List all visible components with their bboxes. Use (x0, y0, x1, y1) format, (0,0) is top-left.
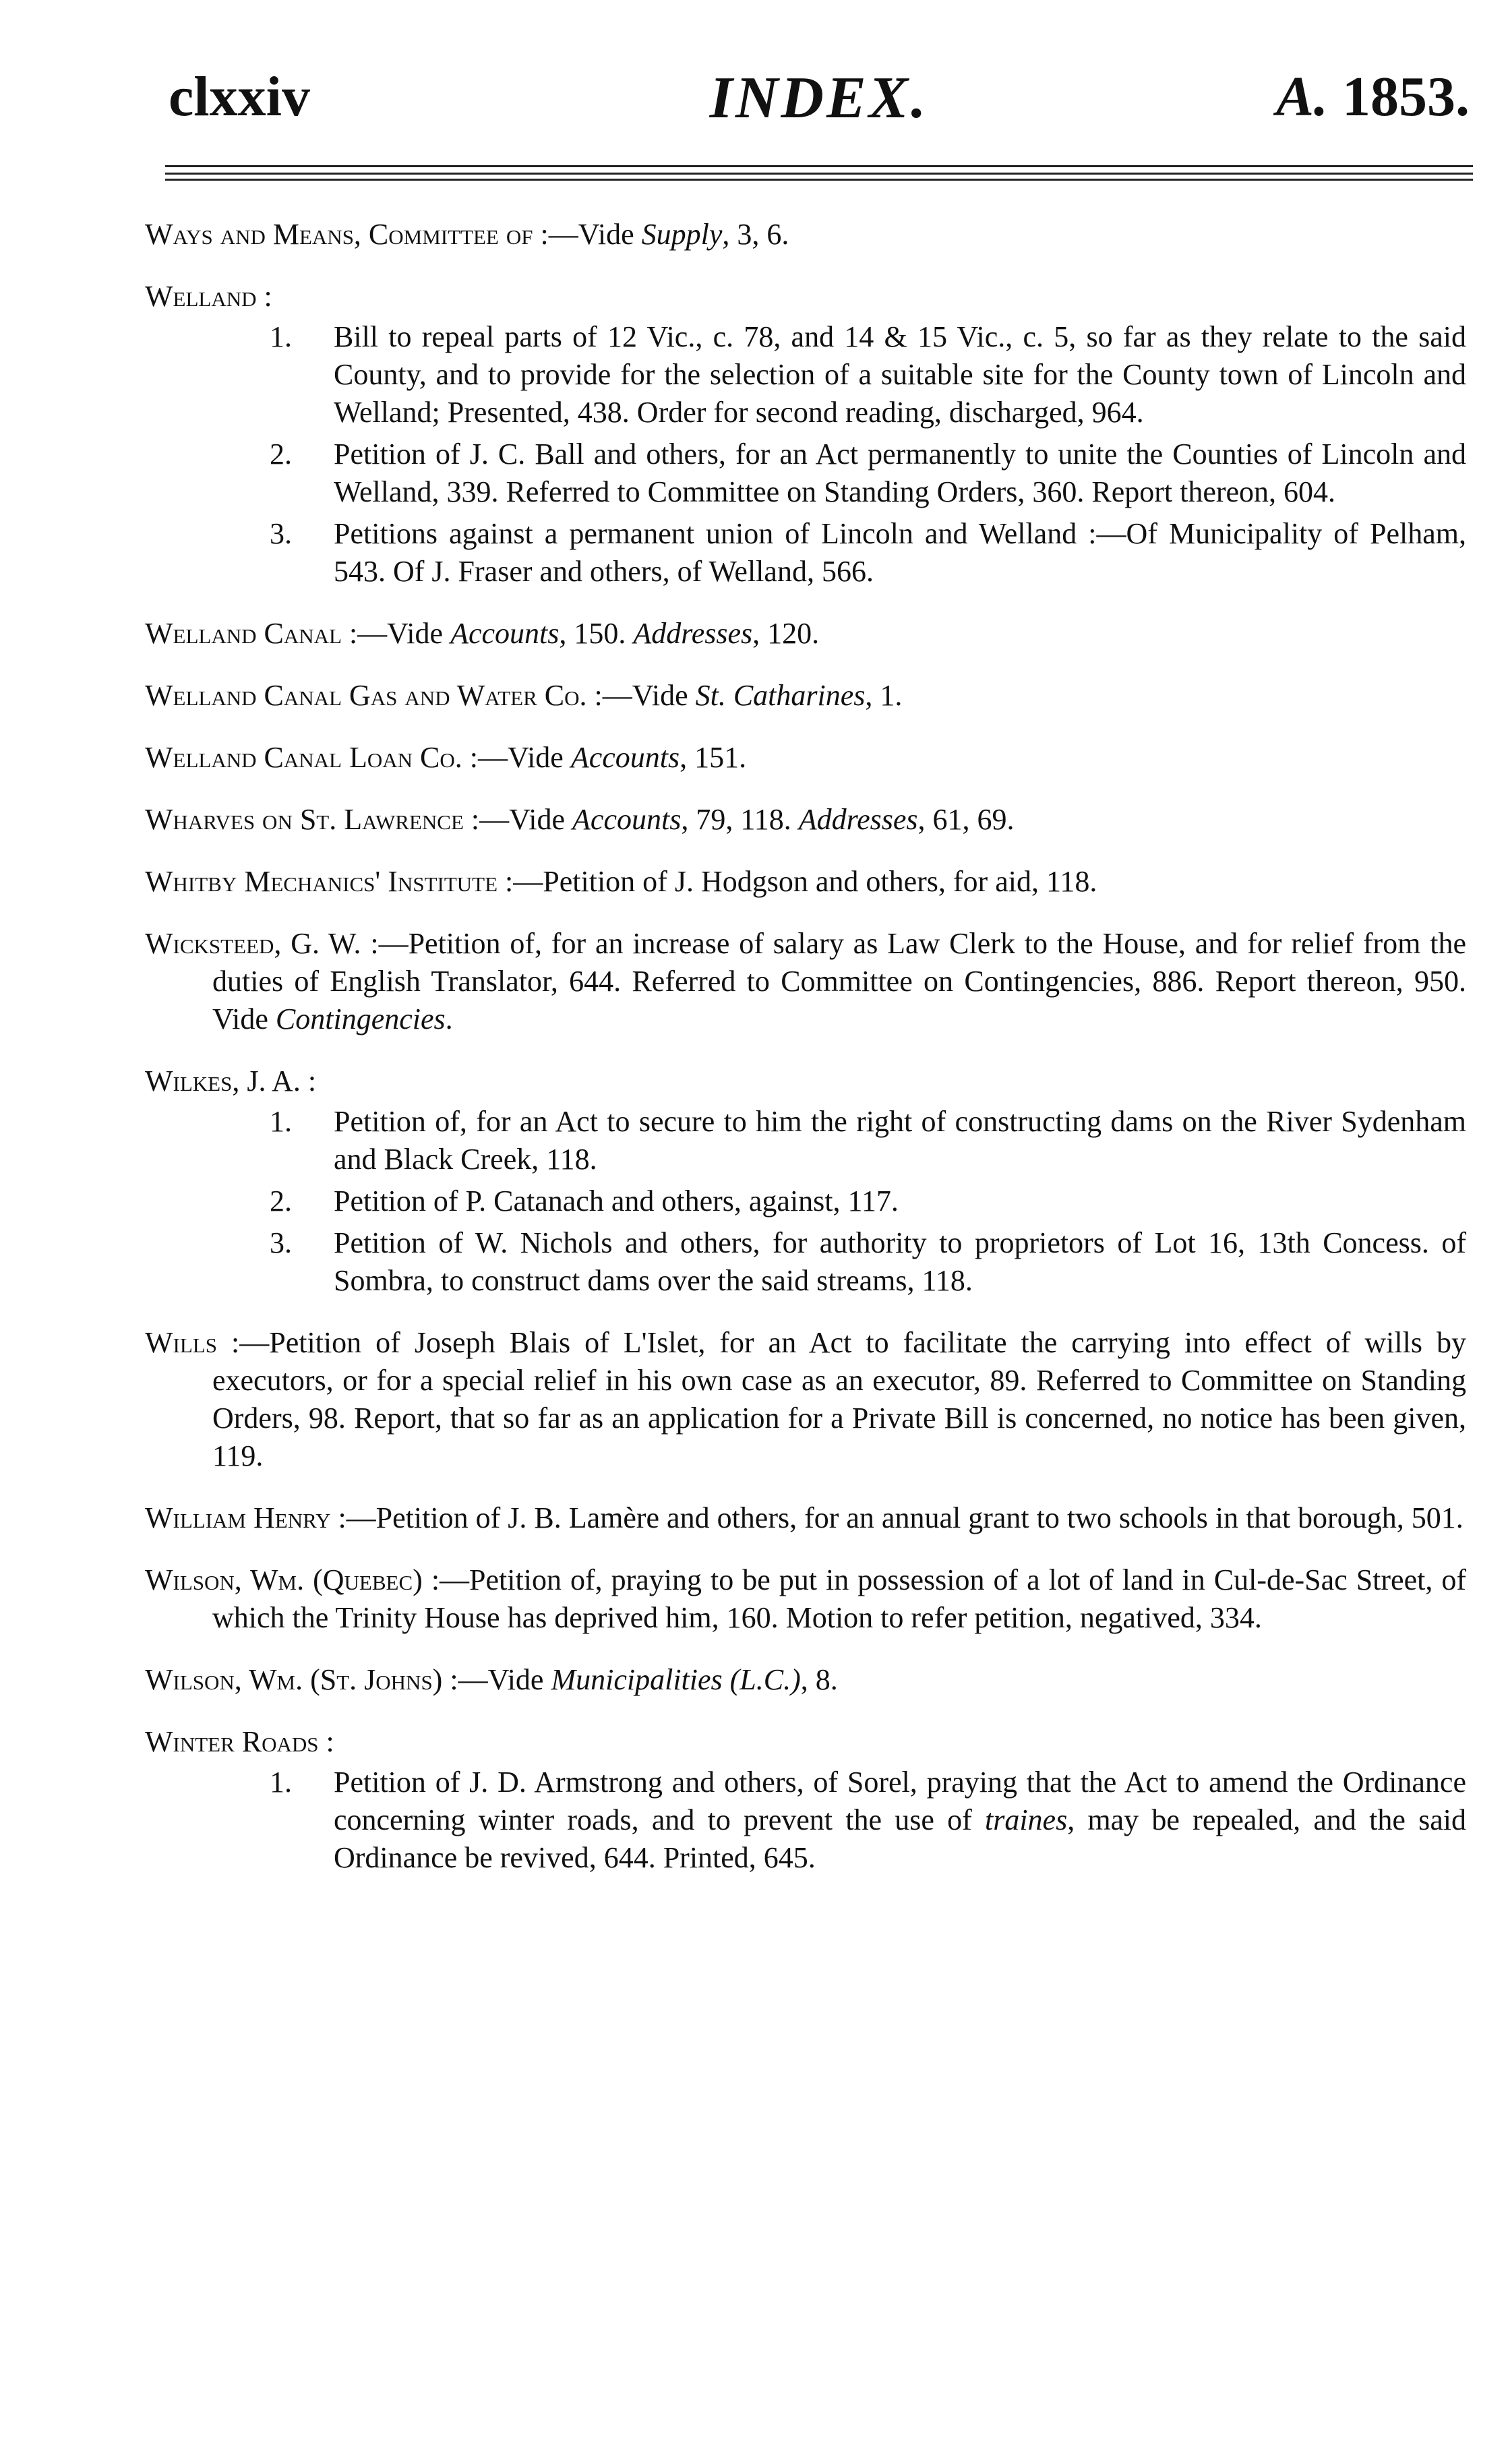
entry-whitby (145, 863, 1466, 901)
entry-heading: Welland Canal (145, 617, 342, 650)
entry-heading: Wilson, Wm. (Quebec) (145, 1563, 423, 1596)
entry-heading: William Henry (145, 1501, 331, 1534)
page-title: INDEX. (709, 65, 929, 131)
item-text: Bill to repeal parts of 12 Vic., c. 78, and 14 & 15 Vic., c. 5, so far as they relate to the said County, and to provide for the selection of a suitable site for the County town of Lincoln and Welland; Presented, 438. Order for second reading, discharged, 964. (334, 320, 1466, 429)
entry-wilkes (145, 1062, 1466, 1300)
entry-separator: :—Vide (533, 218, 642, 251)
header-rule-top (165, 165, 1473, 167)
entry-winter-roads (145, 1723, 1466, 1877)
entry-heading: Welland (145, 280, 257, 313)
entry-heading: Whitby Mechanics' Institute (145, 865, 498, 898)
header-rule-middle (165, 173, 1473, 175)
cross-reference: traines (984, 1803, 1068, 1836)
entry-pages: , 151. (680, 741, 747, 774)
entry-pages: , 8. (800, 1663, 838, 1696)
entry-pages: , 1. (865, 679, 903, 712)
entry-welland-canal (145, 615, 1466, 653)
entry-wicksteed (145, 925, 1466, 1038)
entry-text: :—Petition of J. Hodgson and others, for aid, 118. (497, 865, 1097, 898)
entry-pages: . (445, 1002, 453, 1035)
item-number: 3. (270, 517, 292, 550)
cross-reference: Addresses (633, 617, 753, 650)
entry-text: :—Petition of, praying to be put in possession of a lot of land in Cul-de-Sac Street, of which the Trinity House has deprived him, 160. Motion to refer petition, negatived, 334. (212, 1563, 1466, 1634)
entry-pages: , 61, 69. (917, 803, 1015, 836)
entry-heading: Wicksteed, G. W. (145, 927, 361, 960)
entry-wills (145, 1324, 1466, 1475)
entry-welland (145, 278, 1466, 591)
entry-welland-canal-gas (145, 677, 1466, 715)
item-text: , may be repealed, and the said Ordinance be revived, 644. Printed, 645. (334, 1803, 1466, 1874)
cross-reference: Municipalities (L.C.) (551, 1663, 801, 1696)
page-header (169, 64, 1470, 145)
entry-separator: :—Vide (341, 617, 451, 650)
entry-pages: , 3, 6. (722, 218, 789, 251)
entry-pages: , 120. (752, 617, 820, 650)
entry-text: :—Petition of J. B. Lamère and others, for an annual grant to two schools in that borough, 501. (330, 1501, 1464, 1534)
entry-separator: :—Vide (442, 1663, 551, 1696)
year-label (1276, 64, 1470, 129)
sub-item (145, 515, 1466, 591)
item-number: 3. (270, 1226, 292, 1259)
entry-william-henry (145, 1499, 1466, 1537)
index-entries (145, 216, 1466, 1901)
entry-separator: :—Vide (462, 741, 571, 774)
sub-item (145, 1182, 1466, 1220)
item-number: 2. (270, 1184, 292, 1218)
item-number: 1. (270, 1766, 292, 1799)
cross-reference: Contingencies (275, 1002, 446, 1035)
item-text: Petition of W. Nichols and others, for authority to proprietors of Lot 16, 13th Concess. of Sombra, to construct dams over the said streams, 118. (334, 1226, 1466, 1297)
cross-reference: St. Catharines (695, 679, 866, 712)
header-rule-bottom (165, 179, 1473, 181)
entry-ways-and-means (145, 216, 1466, 253)
sub-item (145, 1764, 1466, 1877)
entry-heading: Welland Canal Loan Co. (145, 741, 462, 774)
entry-text: :—Petition of Joseph Blais of L'Islet, for an Act to facilitate the carrying into effect of wills by executors, or for a special relief in his own case as an executor, 89. Referred to Committee on Standing Orders, 98. Report, that so far as an application for a Private Bill is concerned, no notice has been given, 119. (212, 1326, 1466, 1472)
entry-heading: Winter Roads (145, 1725, 319, 1758)
entry-text: :—Petition of, for an increase of salary as Law Clerk to the House, and for relief from the duties of English Translator, 644. Referred to Committee on Contingencies, 886. Report thereon, 950. Vide (212, 927, 1466, 1035)
cross-reference: Supply (641, 218, 723, 251)
entry-heading: Wharves on St. Lawrence (145, 803, 464, 836)
cross-reference: Accounts (570, 741, 680, 774)
entry-separator: :—Vide (586, 679, 696, 712)
entry-pages: , 79, 118. (681, 803, 799, 836)
entry-heading: Wills (145, 1326, 217, 1359)
item-text: Petition of P. Catanach and others, against, 117. (334, 1184, 899, 1218)
sub-item (145, 1224, 1466, 1300)
sub-item (145, 1103, 1466, 1178)
sub-item (145, 435, 1466, 511)
entry-colon: : (300, 1064, 317, 1098)
sub-item (145, 318, 1466, 431)
entry-pages: , 150. (559, 617, 634, 650)
item-number: 1. (270, 1105, 292, 1138)
cross-reference: Accounts (572, 803, 682, 836)
cross-reference: Accounts (450, 617, 560, 650)
item-text: Petition of, for an Act to secure to him the right of constructing dams on the River Sydenham and Black Creek, 118. (334, 1105, 1466, 1176)
year-value: 1853. (1342, 65, 1470, 128)
entry-heading: Welland Canal Gas and Water Co. (145, 679, 587, 712)
page-number: clxxiv (169, 65, 310, 128)
entry-wilson-st-johns (145, 1661, 1466, 1699)
entry-separator: :—Vide (463, 803, 573, 836)
item-number: 1. (270, 320, 292, 353)
entry-heading: Ways and Means, Committee of (145, 218, 533, 251)
entry-colon: : (256, 280, 272, 313)
cross-reference: Addresses (798, 803, 918, 836)
item-text: Petitions against a permanent union of Lincoln and Welland :—Of Municipality of Pelham, 543. Of J. Fraser and others, of Welland, 566. (334, 517, 1466, 588)
entry-welland-canal-loan (145, 739, 1466, 777)
entry-heading: Wilkes, J. A. (145, 1064, 301, 1098)
entry-wilson-quebec (145, 1561, 1466, 1637)
year-prefix: A. (1275, 65, 1328, 128)
item-number: 2. (270, 438, 292, 471)
item-text: Petition of J. C. Ball and others, for an Act permanently to unite the Counties of Lincoln and Welland, 339. Referred to Committee on Standing Orders, 360. Report thereon, 604. (334, 438, 1466, 508)
item-text: Petition of J. D. Armstrong and others, of Sorel, praying that the Act to amend the Ordinance concerning winter roads, and to prevent the use of (334, 1766, 1466, 1836)
entry-colon: : (318, 1725, 334, 1758)
entry-heading: Wilson, Wm. (St. Johns) (145, 1663, 443, 1696)
entry-wharves (145, 801, 1466, 839)
